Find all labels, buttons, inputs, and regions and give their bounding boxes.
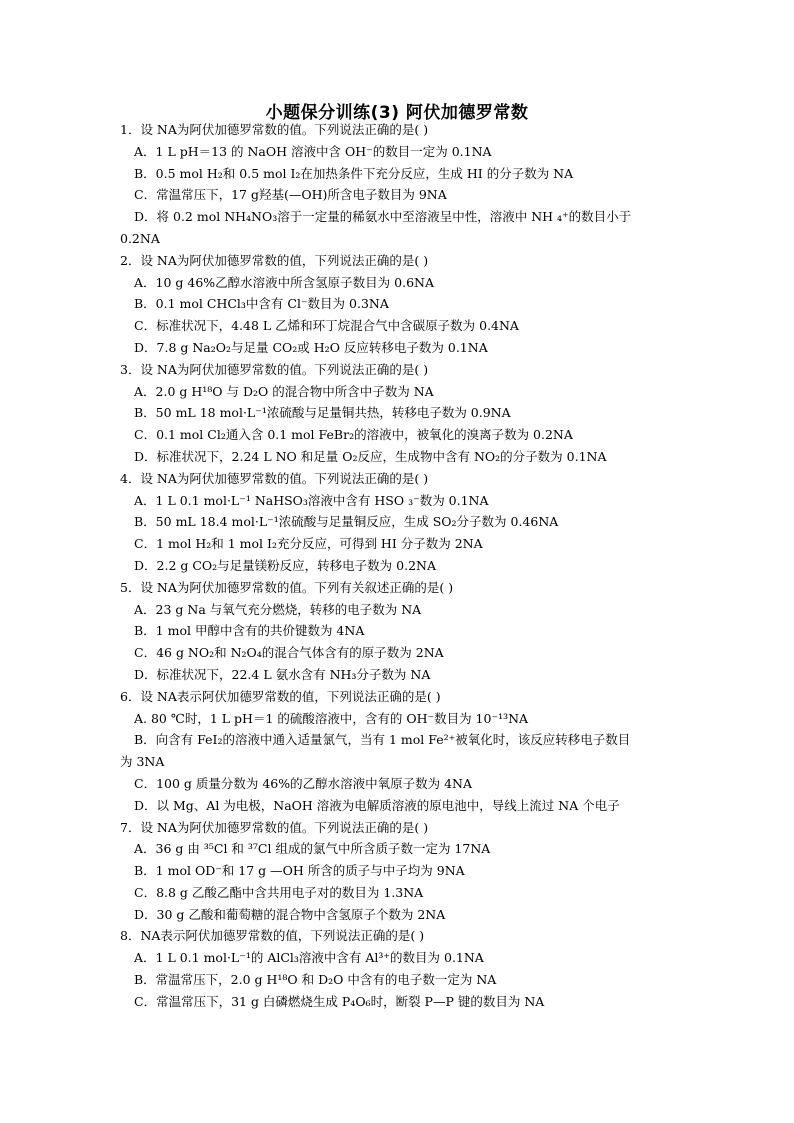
answer-option: B．0.5 mol H₂和 0.5 mol I₂在加热条件下充分反应，生成 HI 的分子数为 NA	[134, 165, 574, 181]
question-stem: 3．设 NA为阿伏加德罗常数的值。下列说法正确的是( )	[120, 361, 429, 377]
question-list	[120, 119, 686, 1013]
page-title: 小题保分训练(3) 阿伏加德罗常数	[265, 103, 529, 123]
answer-option: B．1 mol 甲醇中含有的共价键数为 4NA	[134, 623, 365, 639]
answer-option: C．100 g 质量分数为 46%的乙醇水溶液中氧原子数为 4NA	[134, 775, 473, 791]
answer-option: A．10 g 46%乙醇水溶液中所含氢原子数目为 0.6NA	[134, 274, 434, 290]
answer-option: B．50 mL 18.4 mol·L⁻¹浓硫酸与足量铜反应，生成 SO₂分子数为 0.46NA	[134, 514, 559, 530]
answer-option: C．标准状况下，4.48 L 乙烯和环丁烷混合气中含碳原子数为 0.4NA	[134, 318, 519, 334]
question-stem: 5．设 NA为阿伏加德罗常数的值。下列有关叙述正确的是( )	[120, 579, 454, 595]
question-stem: 8．NA表示阿伏加德罗常数的值，下列说法正确的是( )	[120, 928, 425, 944]
answer-option: D．30 g 乙酸和葡萄糖的混合物中含氢原子个数为 2NA	[134, 906, 446, 922]
answer-option: B．常温常压下，2.0 g H¹⁸O 和 D₂O 中含有的电子数一定为 NA	[134, 972, 497, 988]
answer-option: B．向含有 FeI₂的溶液中通入适量氯气，当有 1 mol Fe²⁺被氧化时，该反应转移电子数目	[134, 732, 631, 748]
answer-option: B．1 mol OD⁻和 17 g —OH 所含的质子与中子均为 9NA	[134, 863, 465, 879]
answer-option: D．7.8 g Na₂O₂与足量 CO₂或 H₂O 反应转移电子数为 0.1NA	[134, 339, 488, 355]
answer-option: C．1 mol H₂和 1 mol I₂充分反应，可得到 HI 分子数为 2NA	[134, 536, 483, 552]
answer-option: D．2.2 g CO₂与足量镁粉反应，转移电子数为 0.2NA	[134, 557, 436, 573]
answer-option: A．1 L 0.1 mol·L⁻¹ NaHSO₃溶液中含有 HSO ₃⁻数为 0.1NA	[134, 492, 489, 508]
answer-option: A．2.0 g H¹⁸O 与 D₂O 的混合物中所含中子数为 NA	[134, 383, 434, 399]
question-stem: 7．设 NA为阿伏加德罗常数的值。下列说法正确的是( )	[120, 819, 429, 835]
answer-option: D．标准状况下，22.4 L 氨水含有 NH₃分子数为 NA	[134, 666, 431, 682]
answer-option: A. 80 ℃时，1 L pH＝1 的硫酸溶液中，含有的 OH⁻数目为 10⁻¹³NA	[134, 710, 529, 726]
option-continuation: 0.2NA	[120, 230, 160, 246]
question-stem: 4．设 NA为阿伏加德罗常数的值。下列说法正确的是( )	[120, 470, 429, 486]
answer-option: C．0.1 mol Cl₂通入含 0.1 mol FeBr₂的溶液中，被氧化的溴离子数为 0.2NA	[134, 427, 573, 443]
question-stem: 2．设 NA为阿伏加德罗常数的值，下列说法正确的是( )	[120, 252, 429, 268]
answer-option: C．8.8 g 乙酸乙酯中含共用电子对的数目为 1.3NA	[134, 884, 424, 900]
answer-option: D．将 0.2 mol NH₄NO₃溶于一定量的稀氨水中至溶液呈中性，溶液中 NH ₄⁺的数目小于	[134, 209, 632, 225]
answer-option: D．以 Mg、Al 为电极，NaOH 溶液为电解质溶液的原电池中，导线上流过 NA 个电子	[134, 797, 620, 813]
question-stem: 1．设 NA为阿伏加德罗常数的值。下列说法正确的是( )	[120, 122, 429, 137]
answer-option: C．常温常压下，17 g羟基(—OH)所含电子数目为 9NA	[134, 187, 447, 203]
answer-option: C．46 g NO₂和 N₂O₄的混合气体含有的原子数为 2NA	[134, 645, 444, 661]
answer-option: C．常温常压下，31 g 白磷燃烧生成 P₄O₆时，断裂 P—P 键的数目为 NA	[134, 993, 545, 1009]
answer-option: A．36 g 由 ³⁵Cl 和 ³⁷Cl 组成的氯气中所含质子数一定为 17NA	[134, 841, 491, 857]
answer-option: A．1 L 0.1 mol·L⁻¹的 AlCl₃溶液中含有 Al³⁺的数目为 0.1NA	[134, 950, 484, 966]
answer-option: A．1 L pH＝13 的 NaOH 溶液中含 OH⁻的数目一定为 0.1NA	[134, 143, 492, 159]
answer-option: B．50 mL 18 mol·L⁻¹浓硫酸与足量铜共热，转移电子数为 0.9NA	[134, 405, 511, 421]
answer-option: D．标准状况下，2.24 L NO 和足量 O₂反应，生成物中含有 NO₂的分子数为 0.1NA	[134, 448, 607, 464]
answer-option: B．0.1 mol CHCl₃中含有 Cl⁻数目为 0.3NA	[134, 296, 389, 312]
question-stem: 6．设 NA表示阿伏加德罗常数的值，下列说法正确的是( )	[120, 688, 441, 704]
answer-option: A．23 g Na 与氧气充分燃烧，转移的电子数为 NA	[134, 601, 422, 617]
option-continuation: 为 3NA	[120, 754, 165, 770]
